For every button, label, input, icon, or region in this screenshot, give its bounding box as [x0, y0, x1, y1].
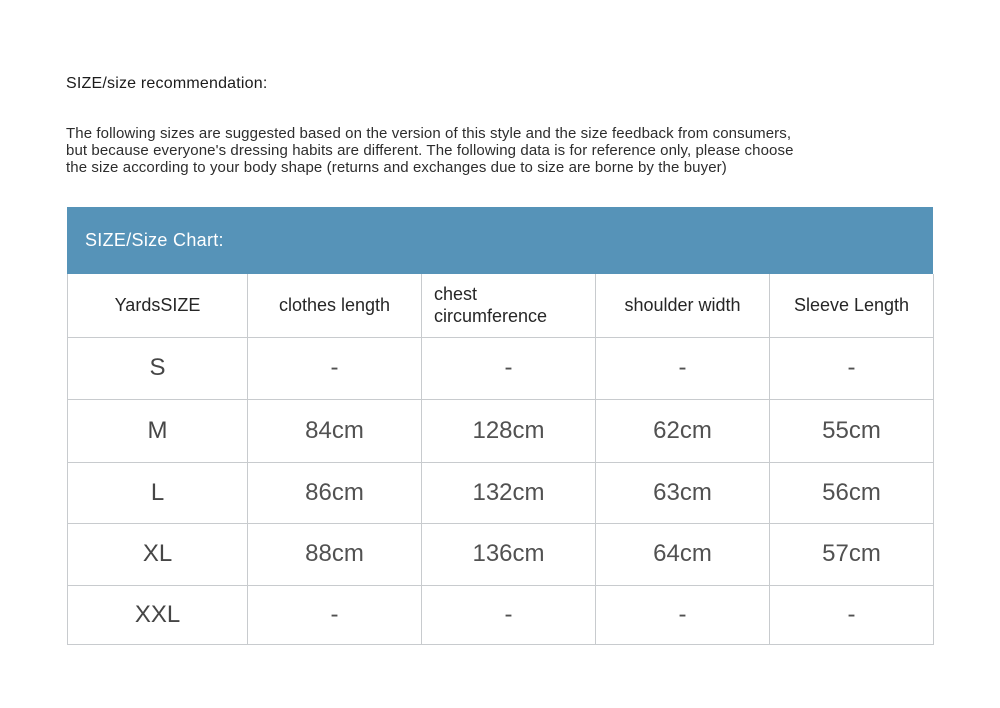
value-cell: 128cm — [422, 399, 596, 462]
value-cell: - — [770, 337, 934, 399]
table-header-row — [68, 274, 934, 337]
value-cell: 57cm — [770, 523, 934, 585]
value-cell: 55cm — [770, 399, 934, 462]
value-cell: 84cm — [248, 399, 422, 462]
column-header-chest-circumference: chest circumference — [422, 274, 596, 337]
description-line: but because everyone's dressing habits are different. The following data is for reference only, please choose — [66, 142, 794, 159]
value-cell: 132cm — [422, 462, 596, 523]
size-cell: XL — [68, 523, 248, 585]
value-cell: 62cm — [596, 399, 770, 462]
size-chart-caption: SIZE/Size Chart: — [67, 207, 933, 274]
table-row — [68, 337, 934, 399]
size-cell: XXL — [68, 585, 248, 644]
value-cell: 56cm — [770, 462, 934, 523]
table-row — [68, 462, 934, 523]
value-cell: 63cm — [596, 462, 770, 523]
column-header-shoulder-width: shoulder width — [596, 274, 770, 337]
value-cell: - — [422, 337, 596, 399]
value-cell: 136cm — [422, 523, 596, 585]
size-chart-table — [67, 274, 934, 645]
value-cell: 86cm — [248, 462, 422, 523]
value-cell: 64cm — [596, 523, 770, 585]
size-cell: L — [68, 462, 248, 523]
description — [66, 125, 938, 176]
value-cell: - — [248, 337, 422, 399]
value-cell: - — [770, 585, 934, 644]
size-cell: M — [68, 399, 248, 462]
description-line: the size according to your body shape (returns and exchanges due to size are borne by the buyer) — [66, 159, 727, 176]
value-cell: - — [248, 585, 422, 644]
value-cell: - — [596, 585, 770, 644]
column-header-size: YardsSIZE — [68, 274, 248, 337]
table-row — [68, 523, 934, 585]
value-cell: - — [596, 337, 770, 399]
page-title: SIZE/size recommendation: — [66, 75, 268, 92]
value-cell: 88cm — [248, 523, 422, 585]
table-row — [68, 399, 934, 462]
column-header-sleeve-length: Sleeve Length — [770, 274, 934, 337]
table-row — [68, 585, 934, 644]
size-cell: S — [68, 337, 248, 399]
description-line: The following sizes are suggested based on the version of this style and the size feedback from consumers, — [66, 125, 792, 142]
value-cell: - — [422, 585, 596, 644]
column-header-clothes-length: clothes length — [248, 274, 422, 337]
